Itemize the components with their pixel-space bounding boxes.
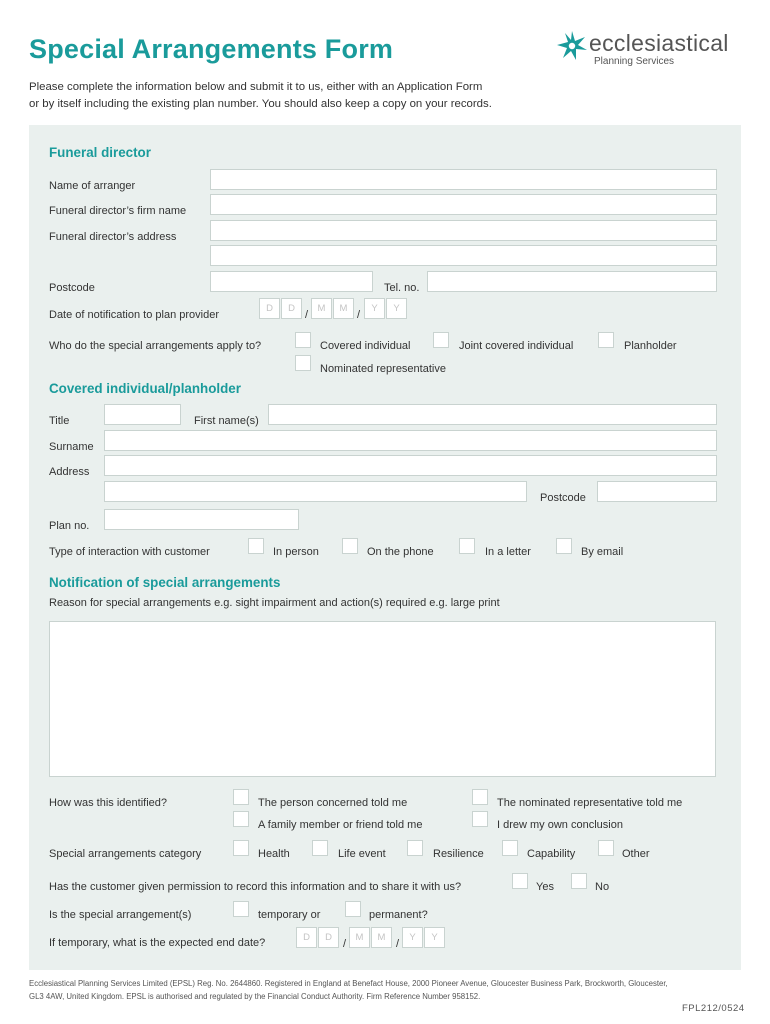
notification-month-1[interactable]: M bbox=[311, 298, 332, 319]
covered-individual-checkbox[interactable] bbox=[295, 332, 311, 348]
date-separator: / bbox=[396, 938, 400, 950]
temporary-checkbox[interactable] bbox=[233, 901, 249, 917]
label-other: Other bbox=[622, 848, 650, 860]
form-code: FPL212/0524 bbox=[682, 1003, 745, 1014]
label-permission: Has the customer given permission to record this information and to share it with us? bbox=[49, 881, 462, 893]
label-joint-covered-individual: Joint covered individual bbox=[459, 340, 574, 352]
label-postcode: Postcode bbox=[540, 492, 586, 504]
footer-line-1: Ecclesiastical Planning Services Limited (EPSL) Reg. No. 2644860. Registered in England at Benefact House, 2000 Pioneer Avenue, Gloucester Business Park, Brockworth, Gloucester, bbox=[29, 979, 668, 988]
label-end-date: If temporary, what is the expected end date? bbox=[49, 937, 266, 949]
end-date-year-1[interactable]: Y bbox=[402, 927, 423, 948]
notification-year-2[interactable]: Y bbox=[386, 298, 407, 319]
label-name-of-arranger: Name of arranger bbox=[49, 180, 136, 192]
label-family-member: A family member or friend told me bbox=[258, 819, 423, 831]
label-nominated-rep-told: The nominated representative told me bbox=[497, 797, 683, 809]
page-title: Special Arrangements Form bbox=[29, 34, 394, 64]
section-heading-funeral-director: Funeral director bbox=[49, 145, 151, 160]
label-funeral-director-address: Funeral director’s address bbox=[49, 231, 177, 243]
label-interaction-type: Type of interaction with customer bbox=[49, 546, 210, 558]
label-postcode: Postcode bbox=[49, 282, 95, 294]
date-separator: / bbox=[305, 309, 309, 321]
label-plan-no: Plan no. bbox=[49, 520, 90, 532]
planholder-checkbox[interactable] bbox=[598, 332, 614, 348]
label-applies-to: Who do the special arrangements apply to? bbox=[49, 340, 262, 352]
yes-checkbox[interactable] bbox=[512, 873, 528, 889]
label-covered-individual: Covered individual bbox=[320, 340, 411, 352]
label-person-concerned: The person concerned told me bbox=[258, 797, 408, 809]
nominated-representative-checkbox[interactable] bbox=[295, 355, 311, 371]
label-in-a-letter: In a letter bbox=[485, 546, 531, 558]
intro-text bbox=[29, 79, 549, 113]
notification-day-1[interactable]: D bbox=[259, 298, 280, 319]
label-life-event: Life event bbox=[338, 848, 386, 860]
label-yes: Yes bbox=[536, 881, 554, 893]
other-checkbox[interactable] bbox=[598, 840, 614, 856]
logo-subtitle: Planning Services bbox=[594, 56, 675, 67]
address-line-1-input[interactable] bbox=[210, 220, 717, 241]
in-person-checkbox[interactable] bbox=[248, 538, 264, 554]
notification-month-2[interactable]: M bbox=[333, 298, 354, 319]
label-temporary: temporary or bbox=[258, 909, 321, 921]
date-separator: / bbox=[357, 309, 361, 321]
title-input[interactable] bbox=[104, 404, 181, 425]
label-firm-name: Funeral director’s firm name bbox=[49, 205, 187, 217]
address-line-2-input[interactable] bbox=[104, 481, 527, 502]
no-checkbox[interactable] bbox=[571, 873, 587, 889]
name-of-arranger-input[interactable] bbox=[210, 169, 717, 190]
label-planholder: Planholder bbox=[624, 340, 677, 352]
label-own-conclusion: I drew my own conclusion bbox=[497, 819, 623, 831]
label-health: Health bbox=[258, 848, 290, 860]
nominated-rep-told-checkbox[interactable] bbox=[472, 789, 488, 805]
person-concerned-checkbox[interactable] bbox=[233, 789, 249, 805]
surname-input[interactable] bbox=[104, 430, 717, 451]
date-separator: / bbox=[343, 938, 347, 950]
address-line-1-input[interactable] bbox=[104, 455, 717, 476]
label-capability: Capability bbox=[527, 848, 576, 860]
life-event-checkbox[interactable] bbox=[312, 840, 328, 856]
label-address: Address bbox=[49, 466, 90, 478]
label-surname: Surname bbox=[49, 441, 94, 453]
in-a-letter-checkbox[interactable] bbox=[459, 538, 475, 554]
end-date-month-1[interactable]: M bbox=[349, 927, 370, 948]
section-heading-covered-individual: Covered individual/planholder bbox=[49, 381, 241, 396]
star-logo-icon bbox=[556, 30, 588, 62]
section-heading-notification: Notification of special arrangements bbox=[49, 575, 281, 590]
label-permanent: permanent? bbox=[369, 909, 428, 921]
joint-covered-individual-checkbox[interactable] bbox=[433, 332, 449, 348]
label-arrangement-type: Is the special arrangement(s) bbox=[49, 909, 192, 921]
label-resilience: Resilience bbox=[433, 848, 484, 860]
label-tel: Tel. no. bbox=[384, 282, 420, 294]
resilience-checkbox[interactable] bbox=[407, 840, 423, 856]
intro-line-2: or by itself including the existing plan number. You should also keep a copy on your records. bbox=[29, 98, 492, 110]
label-reason: Reason for special arrangements e.g. sight impairment and action(s) required e.g. large print bbox=[49, 597, 500, 609]
firm-name-input[interactable] bbox=[210, 194, 717, 215]
on-the-phone-checkbox[interactable] bbox=[342, 538, 358, 554]
health-checkbox[interactable] bbox=[233, 840, 249, 856]
logo-wordmark: ecclesiastical bbox=[589, 30, 729, 56]
footer-legal-text bbox=[29, 978, 741, 1003]
postcode-input[interactable] bbox=[210, 271, 373, 292]
end-date-month-2[interactable]: M bbox=[371, 927, 392, 948]
first-names-input[interactable] bbox=[268, 404, 717, 425]
postcode-input[interactable] bbox=[597, 481, 717, 502]
label-nominated-representative: Nominated representative bbox=[320, 363, 446, 375]
label-by-email: By email bbox=[581, 546, 624, 558]
label-how-identified: How was this identified? bbox=[49, 797, 168, 809]
tel-input[interactable] bbox=[427, 271, 717, 292]
label-title: Title bbox=[49, 415, 70, 427]
end-date-day-1[interactable]: D bbox=[296, 927, 317, 948]
label-no: No bbox=[595, 881, 610, 893]
end-date-year-2[interactable]: Y bbox=[424, 927, 445, 948]
permanent-checkbox[interactable] bbox=[345, 901, 361, 917]
label-in-person: In person bbox=[273, 546, 319, 558]
own-conclusion-checkbox[interactable] bbox=[472, 811, 488, 827]
label-date-of-notification: Date of notification to plan provider bbox=[49, 309, 219, 321]
notification-day-2[interactable]: D bbox=[281, 298, 302, 319]
end-date-day-2[interactable]: D bbox=[318, 927, 339, 948]
address-line-2-input[interactable] bbox=[210, 245, 717, 266]
plan-no-input[interactable] bbox=[104, 509, 299, 530]
capability-checkbox[interactable] bbox=[502, 840, 518, 856]
label-first-names: First name(s) bbox=[194, 415, 259, 427]
family-member-checkbox[interactable] bbox=[233, 811, 249, 827]
notification-year-1[interactable]: Y bbox=[364, 298, 385, 319]
label-on-the-phone: On the phone bbox=[367, 546, 434, 558]
footer-line-2: GL3 4AW, United Kingdom. EPSL is authorised and regulated by the Financial Conduct Authority. Firm Reference Number 958152. bbox=[29, 991, 481, 1001]
reason-textarea[interactable] bbox=[49, 621, 716, 777]
by-email-checkbox[interactable] bbox=[556, 538, 572, 554]
intro-line-1: Please complete the information below and submit it to us, either with an Application Form bbox=[29, 81, 483, 93]
label-category: Special arrangements category bbox=[49, 848, 202, 860]
